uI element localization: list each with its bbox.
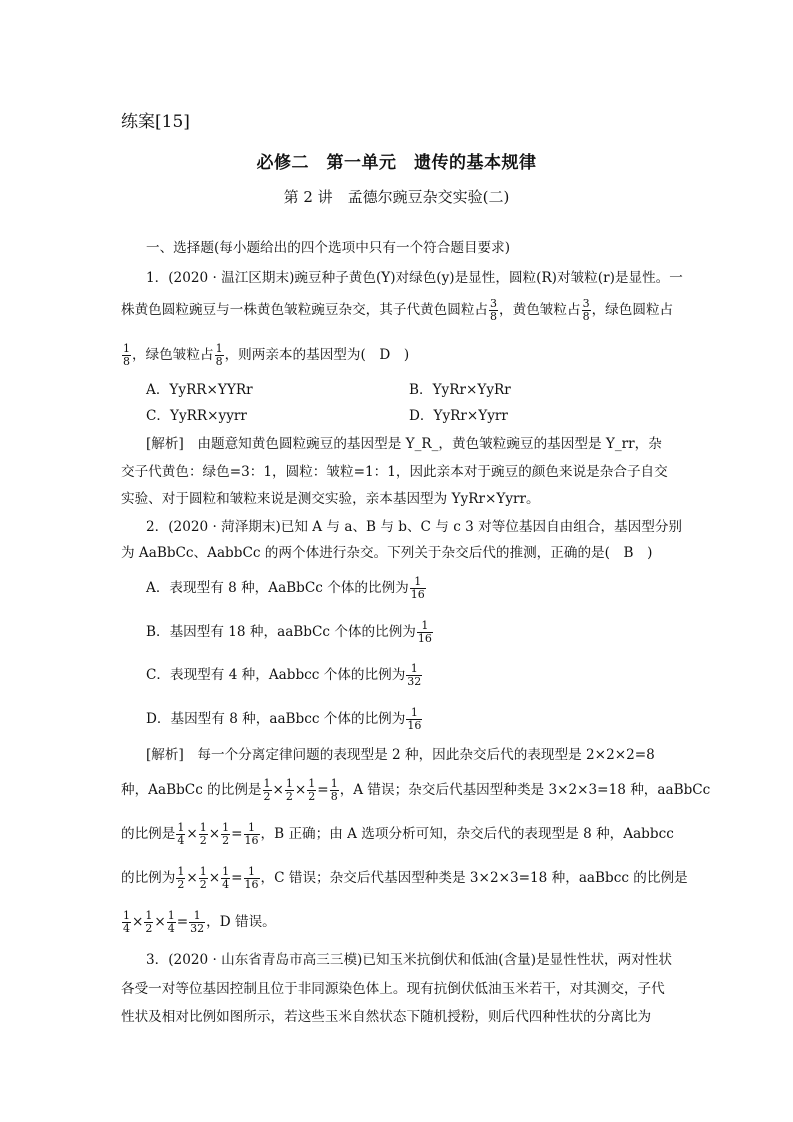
case-label: 练案[15] (121, 112, 190, 132)
q1-option-d: D．YyRr×Yyrr (409, 408, 508, 424)
fraction: $\frac{1}{16}$ (417, 619, 432, 645)
q2-stem-line1: 2．(2020 · 菏泽期末)已知 A 与 a、B 与 b、C 与 c 3 对等位基因自由组合，基因型分别 (146, 519, 683, 535)
fraction: $\frac{1}{2}$ (222, 821, 230, 847)
fraction: $\frac{1}{4}$ (222, 865, 230, 891)
q3-line1: 3．(2020 · 山东省青岛市高三三模)已知玉米抗倒伏和低油(含量)是显性性状，两对性状 (146, 952, 673, 968)
q2-option-d (146, 707, 423, 732)
fraction: $\frac{3}{8}$ (582, 297, 590, 323)
q1-option-b: B．YyRr×YyRr (409, 382, 511, 398)
fraction: $\frac{1}{2}$ (145, 909, 153, 935)
fraction: $\frac{1}{8}$ (330, 777, 338, 803)
q2-option-text: B．基因型有 18 种，aaBbCc 个体的比例为 (146, 624, 416, 640)
q2-option-b (146, 620, 434, 645)
q1-text: ，黄色皱粒占 (499, 302, 581, 318)
fraction: $\frac{1}{4}$ (123, 909, 130, 935)
fraction: $\frac{1}{2}$ (177, 865, 185, 891)
q1-option-c: C．YyRR×yyrr (146, 408, 247, 424)
q2-analysis-line3: 的比例是 $\frac{1}{4}$ × $\frac{1}{2}$ × $\frac{1}{2}$ = $\frac{1}{16}$ ，B 正确；由 A 选项分析可知，杂交后代的表现型是 8 种，Aabbcc (121, 821, 674, 847)
q2-stem-line2: 为 AaBbCc、AabbCc 的两个体进行杂交。下列关于杂交后代的推测，正确的是( B ) (121, 545, 653, 561)
q2-option-text: A．表现型有 8 种，AaBbCc 个体的比例为 (146, 580, 409, 596)
fraction: $\frac{1}{8}$ (215, 342, 223, 368)
fraction: $\frac{1}{4}$ (177, 821, 185, 847)
q1-analysis-line2: 交子代黄色：绿色=3：1，圆粒：皱粒=1：1，因此亲本对于豌豆的颜色来说是杂合子自交 (121, 464, 668, 480)
q2-option-text: D．基因型有 8 种，aaBbcc 个体的比例为 (146, 711, 406, 727)
page-title: 必修二 第一单元 遗传的基本规律 (256, 153, 537, 173)
q2-analysis-line1: [解析] 每一个分离定律问题的表现型是 2 种，因此杂交后代的表现型是 2×2×2=8 (146, 747, 655, 763)
lesson-subtitle: 第 2 讲 孟德尔豌豆杂交实验(二) (283, 188, 510, 206)
q1-option-a: A．YyRR×YYRr (146, 382, 253, 398)
q3-line3: 性状及相对比例如图所示，若这些玉米自然状态下随机授粉，则后代四种性状的分离比为 (121, 1009, 652, 1025)
fraction: $\frac{1}{2}$ (263, 777, 271, 803)
fraction: $\frac{1}{2}$ (199, 865, 207, 891)
q1-stem-line3 (121, 343, 409, 368)
fraction: $\frac{1}{4}$ (167, 909, 175, 935)
q1-stem-line2 (121, 298, 673, 323)
q1-text: ，绿色圆粒占 (591, 302, 674, 318)
fraction: $\frac{1}{16}$ (244, 821, 259, 847)
q1-analysis-line3: 实验、对于圆粒和皱粒来说是测交实验，亲本基因型为 YyRr×Yyrr。 (121, 491, 540, 507)
fraction: $\frac{1}{2}$ (199, 821, 207, 847)
q2-option-c (146, 663, 423, 688)
fraction: $\frac{1}{16}$ (407, 706, 422, 732)
q1-analysis-line1: [解析] 由题意知黄色圆粒豌豆的基因型是 Y_R_，黄色皱粒豌豆的基因型是 Y_rr，杂 (146, 436, 662, 452)
q1-text: ，绿色皱粒占 (132, 347, 214, 363)
q1-text: 株黄色圆粒豌豆与一株黄色皱粒豌豆杂交，其子代黄色圆粒占 (121, 302, 489, 318)
q2-analysis-line4: 的比例为 $\frac{1}{2}$ × $\frac{1}{2}$ × $\frac{1}{4}$ = $\frac{1}{16}$ ，C 错误；杂交后代基因型种类是 3×2×3=18 种，aaBbcc 的比例是 (121, 865, 688, 891)
section-heading: 一、选择题(每小题给出的四个选项中只有一个符合题目要求) (146, 240, 511, 256)
q2-option-text: C．表现型有 4 种，Aabbcc 个体的比例为 (146, 667, 406, 683)
fraction: $\frac{1}{16}$ (244, 865, 259, 891)
q2-analysis-line2: 种，AaBbCc 的比例是 $\frac{1}{2}$ × $\frac{1}{2}$ × $\frac{1}{2}$ = $\frac{1}{8}$ ，A 错误；杂交后代基因型种类是 3×2×3=18 种，aaBbCc (121, 777, 711, 803)
fraction: $\frac{1}{8}$ (123, 342, 130, 368)
fraction: $\frac{3}{8}$ (490, 297, 498, 323)
q2-analysis-line5: $\frac{1}{4}$ × $\frac{1}{2}$ × $\frac{1}{4}$ = $\frac{1}{32}$ ，D 错误。 (123, 909, 276, 935)
q1-text: ，则两亲本的基因型为( D ) (224, 347, 410, 363)
fraction: $\frac{1}{32}$ (407, 662, 422, 688)
q1-stem-line1: 1．(2020 · 温江区期末)豌豆种子黄色(Y)对绿色(y)是显性，圆粒(R)对皱粒(r)是显性。一 (146, 270, 683, 286)
fraction: $\frac{1}{2}$ (308, 777, 316, 803)
fraction: $\frac{1}{2}$ (285, 777, 293, 803)
q2-option-a (146, 576, 427, 601)
fraction: $\frac{1}{16}$ (410, 575, 425, 601)
q3-line2: 各受一对等位基因控制且位于非同源染色体上。现有抗倒伏低油玉米若干，对其测交，子代 (121, 981, 665, 997)
fraction: $\frac{1}{32}$ (190, 909, 205, 935)
